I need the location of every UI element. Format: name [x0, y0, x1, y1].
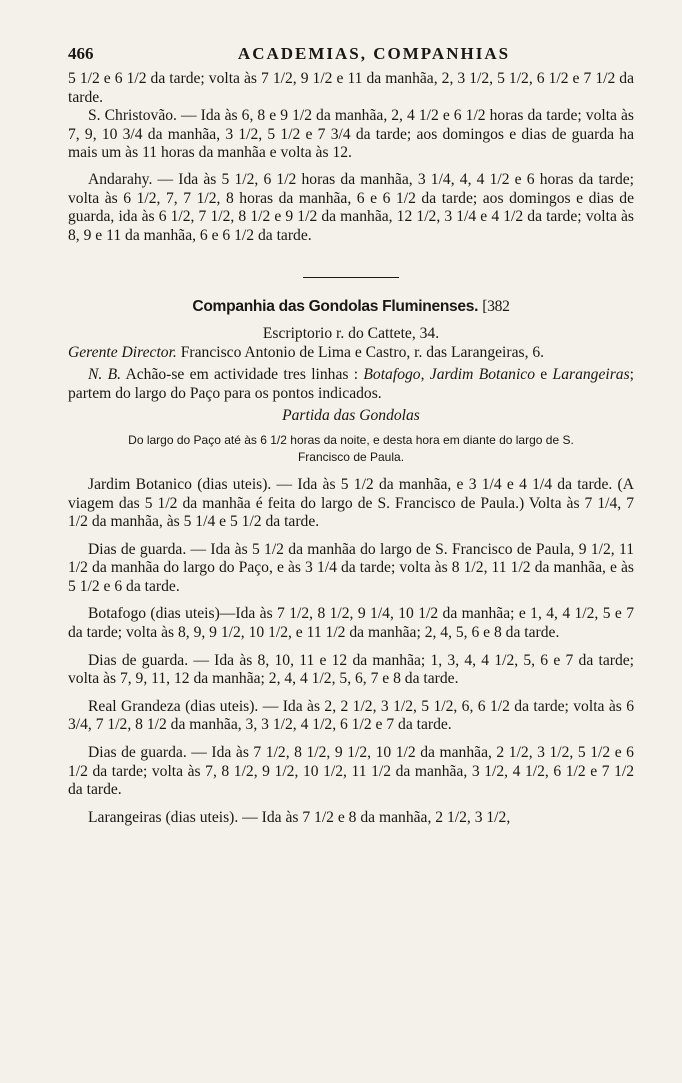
schedule-entry — [68, 605, 634, 642]
departure-note: Do largo do Paço até às 6 1/2 horas da noite, e desta hora em diante do largo de S. Francisco de Paula. — [128, 432, 574, 464]
schedule-entry — [68, 652, 634, 689]
manager-text: Francisco Antonio de Lima e Castro, r. das Larangeiras, 6. — [176, 343, 545, 361]
route-label: S. Christovão. — [88, 107, 177, 125]
entry-text: — Ida às 7 1/2 e 8 da manhãa, 2 1/2, 3 1/2, — [238, 808, 511, 826]
route-schedule: — Ida às 6, 8 e 9 1/2 da manhãa, 2, 4 1/2 e 6 1/2 horas da tarde; volta às 7, 9, 10 3/4 da manhãa, 3 1/2, 5 1/2 e 7 3/4 da tarde; aos domingos e dias de guarda ha mais um às 11 horas da manhãa e volta às 12. — [68, 107, 635, 162]
office-address: Escriptorio r. do Cattete, 34. — [262, 324, 440, 342]
entry-text: — Ida às 5 1/2 da manhãa, e 3 1/4 e 4 1/4 da tarde. (A viagem das 5 1/2 da manhãa é feita do largo de S. Francisco de Paula.) Volta às 7 1/4, 7 1/2 da manhãa, às 5 1/4 e 5 1/2 da tarde. — [68, 475, 634, 531]
line-larangeiras: Larangeiras — [552, 366, 630, 384]
entry-label: Jardim Botanico (dias uteis). — [88, 475, 272, 493]
paragraph-andarahy — [68, 171, 634, 245]
schedule-entry — [68, 698, 634, 735]
schedule-entry — [68, 541, 634, 597]
entry-text: — Ida às 2, 2 1/2, 3 1/2, 5 1/2, 6, 6 1/2 da tarde; volta às 6 3/4, 7 1/2, 8 1/2 da manhãa, 3, 3 1/2, 4 1/2, 6 1/2 e 7 da tarde. — [68, 697, 635, 734]
line-jardim-botanico: Jardim Botanico — [429, 366, 535, 384]
section-divider — [303, 277, 399, 278]
entry-text: — Ida às 5 1/2 da manhãa do largo de S. Francisco de Paula, 9 1/2, 11 1/2 da manhãa do largo do Paço, e às 3 1/4 da tarde; volta às 8 1/2, 11 1/2 da manhãa, e às 5 1/2 e 6 da tarde. — [68, 540, 634, 595]
separator: e — [535, 366, 553, 384]
separator: , — [420, 366, 430, 384]
manager-line — [68, 344, 634, 363]
line-botafogo: Botafogo — [363, 366, 421, 384]
paragraph-s-christovao — [68, 107, 634, 163]
entry-label: Dias de guarda. — [88, 744, 187, 762]
section-title — [68, 298, 634, 317]
company-name: Companhia das Gondolas Fluminenses. — [192, 298, 479, 316]
entry-text: — Ida às 8, 10, 11 e 12 da manhãa; 1, 3, 4, 4 1/2, 5, 6 e 7 da tarde; volta às 7, 9, 11, 12 da manhãa; 2, 4, 4 1/2, 5, 6, 7 e 8 da tarde. — [68, 651, 634, 688]
schedule-entry — [68, 809, 634, 828]
note-text: ; partem do largo do Paço para os pontos indicados. — [68, 366, 634, 402]
note-paragraph — [68, 366, 634, 403]
entry-text: —Ida às 7 1/2, 8 1/2, 9 1/4, 10 1/2 da manhãa; e 1, 4, 4 1/2, 5 e 7 da tarde; volta às 8, 9, 9 1/2, 10 1/2, e 11 1/2 da manhãa; 2, 4, 5, 6 e 8 da tarde. — [68, 605, 635, 642]
entry-label: Botafogo (dias uteis) — [88, 605, 220, 623]
schedule-entry — [68, 476, 634, 532]
schedule-entry — [68, 744, 634, 800]
entry-label: Larangeiras (dias uteis). — [88, 808, 239, 826]
reference-number: [382 — [482, 298, 510, 316]
page-header — [68, 44, 640, 68]
entry-label: Dias de guarda. — [88, 651, 189, 669]
entry-label: Real Grandeza (dias uteis). — [88, 697, 259, 715]
route-schedule: — Ida às 5 1/2, 6 1/2 horas da manhãa, 3 1/4, 4, 4 1/2 e 6 horas da tarde; volta às 6 1/2, 7, 7 1/2, 8 horas da manhãa, 6 e 6 1/2 da tarde; aos domingos e dias de guarda, ida às 6 1/2, 7 1/2, 8 1/2 e 9 1/2 da manhãa, 12 1/2, 3 1/4 e 4 1/2 da tarde; volta às 8, 9 e 11 da manhãa, 6 e 6 1/2 da tarde. — [68, 170, 634, 244]
entry-label: Dias de guarda. — [88, 540, 187, 558]
subtitle — [68, 407, 634, 426]
note-text: Achão-se em actividade tres linhas : — [121, 366, 364, 384]
note-label: N. B. — [88, 366, 122, 384]
subtitle-text: Partida das Gondolas — [282, 407, 420, 425]
running-title: ACADEMIAS, COMPANHIAS — [237, 44, 511, 63]
page-number: 466 — [68, 44, 94, 63]
manager-label: Gerente Director. — [68, 343, 177, 361]
route-label: Andarahy. — [88, 170, 153, 188]
page-body — [68, 70, 634, 827]
entry-text: — Ida às 7 1/2, 8 1/2, 9 1/2, 10 1/2 da manhãa, 2 1/2, 3 1/2, 5 1/2 e 6 1/2 da tarde; volta às 7, 8 1/2, 9 1/2, 10 1/2, 11 1/2 da manhãa, 3 1/2, 4 1/2, 6 1/2 e 7 1/2 da tarde. — [68, 744, 634, 799]
paragraph-continuation: 5 1/2 e 6 1/2 da tarde; volta às 7 1/2, 9 1/2 e 11 da manhãa, 2, 3 1/2, 5 1/2, 6 1/2 e 7 1/2 da tarde. — [68, 70, 634, 106]
